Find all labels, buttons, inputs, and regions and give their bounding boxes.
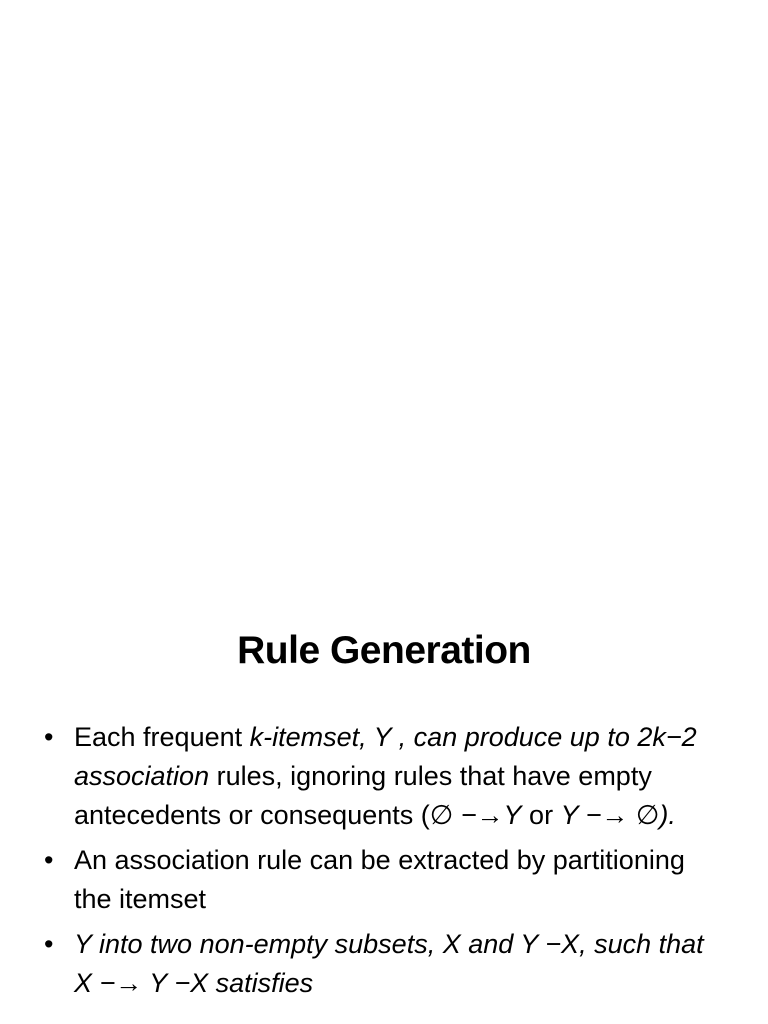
bullet-segment: Each frequent: [74, 722, 250, 752]
bullet-segment: or: [521, 800, 561, 830]
bullet-segment-italic: ∅ −→Y: [429, 800, 522, 830]
bullet-segment-italic: k-itemset, Y , can produce up to 2k−2 association: [74, 722, 697, 791]
bullet-segment-italic: Y −→ ∅).: [560, 800, 676, 830]
bullet-text: [74, 929, 704, 998]
bullet-text: [74, 722, 697, 830]
slide-title: Rule Generation: [237, 629, 531, 672]
bullet-item: [0, 718, 768, 835]
bullet-item: [0, 925, 768, 1003]
bullet-dot: •: [44, 845, 54, 875]
bullet-dot: •: [44, 929, 54, 959]
bullet-segment: An association rule can be extracted by partitioning the itemset: [74, 845, 685, 914]
bullet-item: [0, 841, 768, 919]
bullet-dot: •: [44, 722, 54, 752]
bullet-text: [74, 845, 685, 914]
bullet-segment-italic: Y into two non-empty subsets, X and Y −X, such that X −→ Y −X satisfies: [74, 929, 704, 998]
bullet-segment: rules, ignoring rules that have empty antecedents or consequents (: [74, 761, 652, 830]
bullet-list: [0, 718, 768, 1009]
